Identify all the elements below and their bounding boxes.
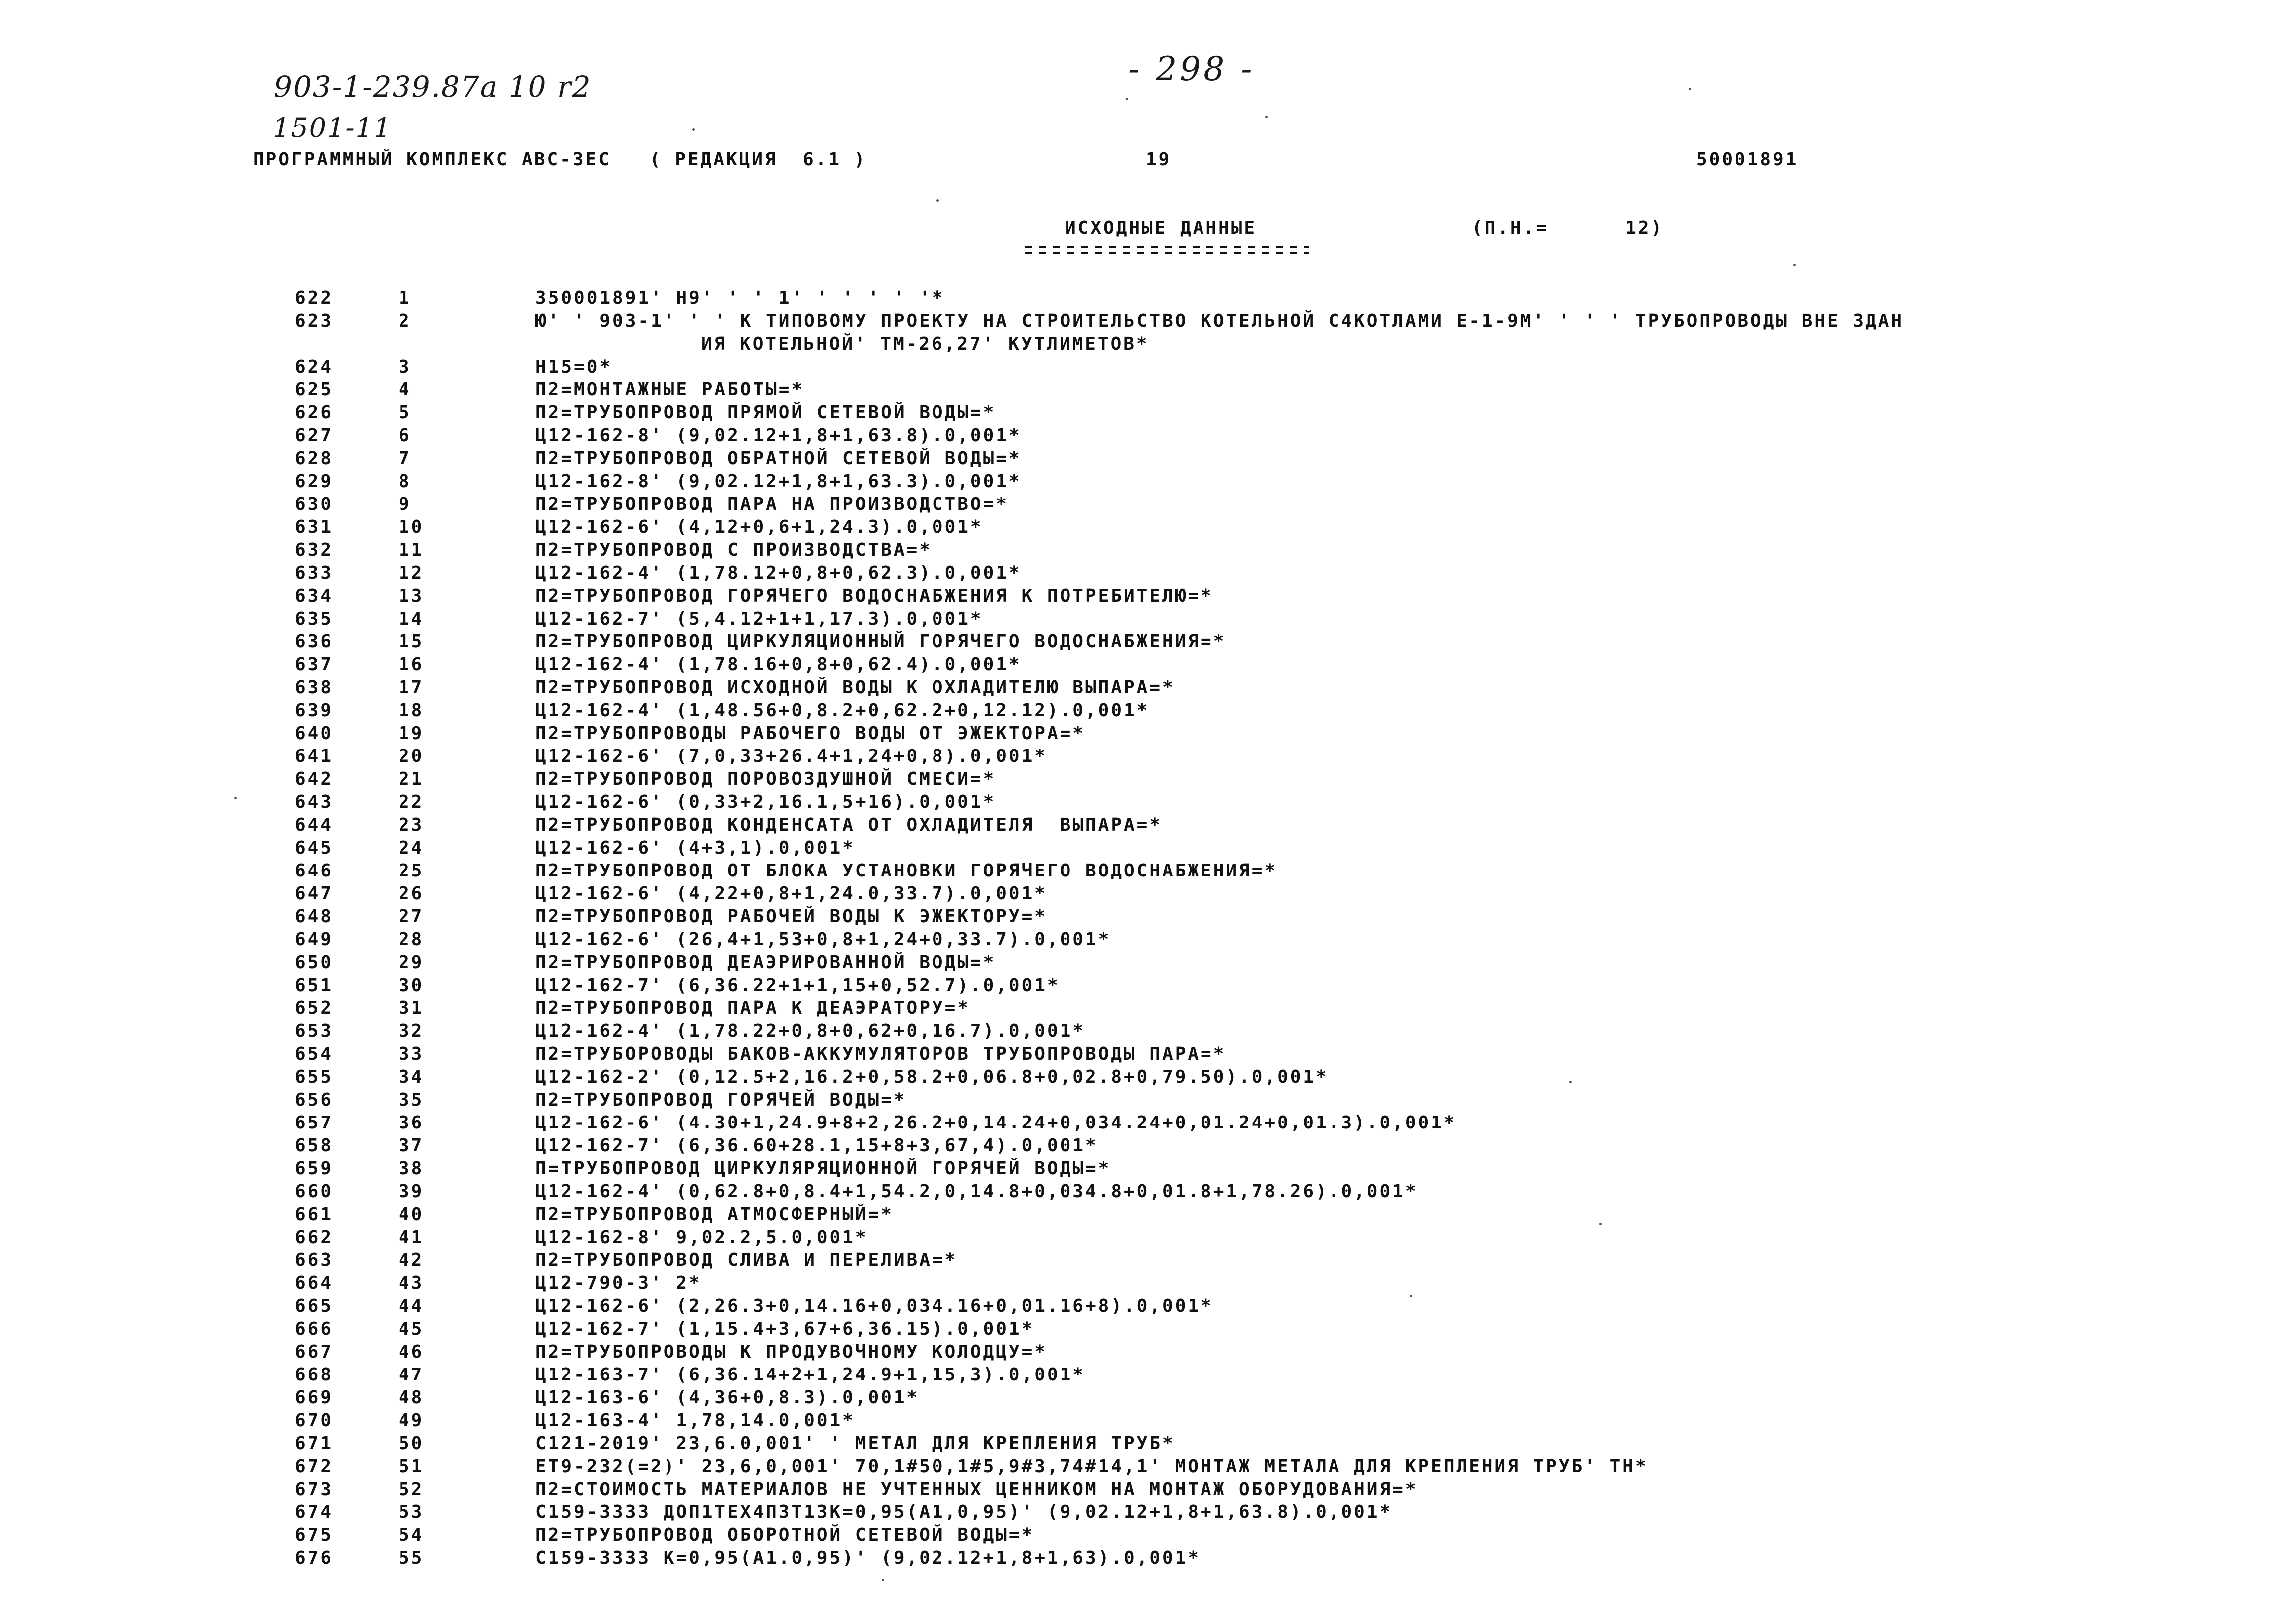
listing-row bbox=[0, 586, 2270, 609]
record-text: Ц12-163-7' (6,36.14+2+1,24.9+1,15,3).0,001* bbox=[535, 1365, 1085, 1385]
sequence-number: 45 bbox=[399, 1319, 424, 1339]
sequence-number: 21 bbox=[399, 769, 424, 789]
record-text: П2=МОНТАЖНЫЕ РАБОТЫ=* bbox=[535, 379, 804, 400]
listing-row bbox=[0, 288, 2270, 311]
sequence-number: 28 bbox=[399, 929, 424, 950]
record-text: Ц12-162-2' (0,12.5+2,16.2+0,58.2+0,06.8+0,02.8+0,79.50).0,001* bbox=[535, 1067, 1329, 1087]
sequence-number: 36 bbox=[399, 1113, 424, 1133]
listing-row bbox=[0, 1113, 2270, 1135]
record-text: Ц12-162-6' (0,33+2,16.1,5+16).0,001* bbox=[535, 792, 996, 812]
line-number: 669 bbox=[295, 1387, 334, 1408]
scan-speck bbox=[692, 128, 695, 131]
sequence-number: 40 bbox=[399, 1204, 424, 1225]
line-number: 654 bbox=[295, 1044, 334, 1064]
listing-row bbox=[0, 769, 2270, 792]
line-number: 652 bbox=[295, 998, 334, 1018]
sequence-number: 8 bbox=[399, 471, 411, 492]
listing-row bbox=[0, 975, 2270, 998]
listing-row bbox=[0, 723, 2270, 746]
record-text: Ц12-162-7' (1,15.4+3,67+6,36.15).0,001* bbox=[535, 1319, 1035, 1339]
scan-speck bbox=[1265, 116, 1268, 118]
sequence-number: 51 bbox=[399, 1456, 424, 1477]
sequence-number: 25 bbox=[399, 861, 424, 881]
sequence-number: 49 bbox=[399, 1410, 424, 1431]
sequence-number: 38 bbox=[399, 1158, 424, 1179]
record-text: С159-3333 К=0,95(А1.0,95)' (9,02.12+1,8+1,63).0,001* bbox=[535, 1548, 1201, 1568]
listing-row bbox=[0, 998, 2270, 1021]
line-number: 646 bbox=[295, 861, 334, 881]
listing-row bbox=[0, 1135, 2270, 1158]
record-text: П2=ТРУБОПРОВОД ОБОРОТНОЙ СЕТЕВОЙ ВОДЫ=* bbox=[535, 1525, 1035, 1545]
record-text: П2=ТРУБОПРОВОД ПОРОВОЗДУШНОЙ СМЕСИ=* bbox=[535, 769, 996, 789]
record-text: П2=ТРУБОПРОВОД АТМОСФЕРНЫЙ=* bbox=[535, 1204, 894, 1225]
line-number: 676 bbox=[295, 1548, 334, 1568]
record-text: Ц12-163-6' (4,36+0,8.3).0,001* bbox=[535, 1387, 920, 1408]
scan-speck bbox=[1569, 1081, 1572, 1083]
record-text: П2=ТРУБОПРОВОД ПАРА К ДЕАЭРАТОРУ=* bbox=[535, 998, 970, 1018]
record-text: Ц12-790-3' 2* bbox=[535, 1273, 702, 1293]
listing-row bbox=[0, 1067, 2270, 1090]
listing-row bbox=[0, 952, 2270, 975]
title-pn-value: (П.Н.= 12) bbox=[1472, 218, 1664, 238]
handwritten-reference: 903-1-239.87a 10 r2 bbox=[274, 70, 592, 104]
line-number: 657 bbox=[295, 1113, 334, 1133]
record-text: П2=ТРУБОПРОВОД ПАРА НА ПРОИЗВОДСТВО=* bbox=[535, 494, 1009, 514]
scan-speck bbox=[1599, 1223, 1602, 1225]
record-text: П2=СТОИМОСТЬ МАТЕРИАЛОВ НЕ УЧТЕННЫХ ЦЕННИКОМ НА МОНТАЖ ОБОРУДОВАНИЯ=* bbox=[535, 1479, 1418, 1499]
record-text: Ц12-162-8' (9,02.12+1,8+1,63.3).0,001* bbox=[535, 471, 1022, 492]
record-text: Ц12-162-4' (1,78.12+0,8+0,62.3).0,001* bbox=[535, 563, 1022, 583]
sequence-number: 15 bbox=[399, 631, 424, 652]
listing-row bbox=[0, 700, 2270, 723]
record-text: П2=ТРУБОПРОВОД ДЕАЭРИРОВАННОЙ ВОДЫ=* bbox=[535, 952, 996, 973]
listing-row bbox=[0, 1021, 2270, 1044]
record-text: Ц12-162-6' (4,12+0,6+1,24.3).0,001* bbox=[535, 517, 983, 537]
listing-row bbox=[0, 1204, 2270, 1227]
record-text: Ц12-162-6' (7,0,33+26.4+1,24+0,8).0,001* bbox=[535, 746, 1047, 766]
line-number: 641 bbox=[295, 746, 334, 766]
sequence-number: 7 bbox=[399, 448, 411, 469]
listing-row bbox=[0, 929, 2270, 952]
listing-row bbox=[0, 631, 2270, 654]
record-text: Ц12-162-7' (6,36.22+1+1,15+0,52.7).0,001* bbox=[535, 975, 1060, 996]
line-number: 662 bbox=[295, 1227, 334, 1248]
sequence-number: 18 bbox=[399, 700, 424, 721]
listing-row bbox=[0, 1181, 2270, 1204]
line-number: 653 bbox=[295, 1021, 334, 1041]
record-text: П2=ТРУБОПРОВОДЫ РАБОЧЕГО ВОДЫ ОТ ЭЖЕКТОРА=* bbox=[535, 723, 1085, 744]
listing-row bbox=[0, 838, 2270, 861]
record-text: П2=ТРУБОПРОВОД ГОРЯЧЕГО ВОДОСНАБЖЕНИЯ К ПОТРЕБИТЕЛЮ=* bbox=[535, 586, 1213, 606]
line-number: 635 bbox=[295, 609, 334, 629]
line-number: 670 bbox=[295, 1410, 334, 1431]
line-number: 645 bbox=[295, 838, 334, 858]
listing-row bbox=[0, 379, 2270, 402]
scan-speck bbox=[1793, 264, 1796, 266]
sequence-number: 47 bbox=[399, 1365, 424, 1385]
sequence-number: 2 bbox=[399, 311, 411, 331]
line-number: 674 bbox=[295, 1502, 334, 1522]
listing-row bbox=[0, 425, 2270, 448]
record-text: П2=ТРУБОРОВОДЫ БАКОВ-АККУМУЛЯТОРОВ ТРУБОПРОВОДЫ ПАРА=* bbox=[535, 1044, 1226, 1064]
listing-row bbox=[0, 1365, 2270, 1387]
page-title: ИСХОДНЫЕ ДАННЫЕ bbox=[1065, 218, 1257, 238]
line-number: 667 bbox=[295, 1342, 334, 1362]
printout-page: 19 bbox=[1146, 149, 1172, 170]
listing-row bbox=[0, 1479, 2270, 1502]
line-number: 633 bbox=[295, 563, 334, 583]
listing-row bbox=[0, 746, 2270, 769]
sequence-number: 37 bbox=[399, 1135, 424, 1156]
listing-row bbox=[0, 654, 2270, 677]
record-text: С121-2019' 23,6.0,001' ' МЕТАЛ ДЛЯ КРЕПЛЕНИЯ ТРУБ* bbox=[535, 1433, 1175, 1454]
listing-row bbox=[0, 357, 2270, 379]
sequence-number: 50 bbox=[399, 1433, 424, 1454]
program-header: ПРОГРАММНЫЙ КОМПЛЕКС АВС-ЗЕС ( РЕДАКЦИЯ 6.1 ) bbox=[253, 149, 867, 170]
record-text: Ц12-162-8' (9,02.12+1,8+1,63.8).0,001* bbox=[535, 425, 1022, 446]
line-number: 666 bbox=[295, 1319, 334, 1339]
listing-row bbox=[0, 1410, 2270, 1433]
listing-row bbox=[0, 792, 2270, 815]
listing-row bbox=[0, 540, 2270, 563]
scan-speck bbox=[882, 1579, 884, 1581]
sequence-number: 19 bbox=[399, 723, 424, 744]
listing-row bbox=[0, 677, 2270, 700]
sequence-number: 34 bbox=[399, 1067, 424, 1087]
record-text: П2=ТРУБОПРОВОД ОТ БЛОКА УСТАНОВКИ ГОРЯЧЕГО ВОДОСНАБЖЕНИЯ=* bbox=[535, 861, 1278, 881]
record-text: 350001891' Н9' ' ' 1' ' ' ' ' '* bbox=[535, 288, 945, 308]
record-text: Ю' ' 903-1' ' ' К ТИПОВОМУ ПРОЕКТУ НА СТРОИТЕЛЬСТВО КОТЕЛЬНОЙ С4КОТЛАМИ Е-1-9М' ' ' ' ТРУБОПРОВОДЫ ВНЕ ЗДАН bbox=[535, 311, 1904, 331]
listing-row bbox=[0, 494, 2270, 517]
listing-row bbox=[0, 563, 2270, 586]
line-number: 629 bbox=[295, 471, 334, 492]
line-number: 650 bbox=[295, 952, 334, 973]
record-text: Н15=0* bbox=[535, 357, 613, 377]
listing-row bbox=[0, 883, 2270, 906]
record-continuation: ИЯ КОТЕЛЬНОЙ' ТМ-26,27' КУТЛИМЕТОВ* bbox=[701, 334, 1149, 354]
sequence-number: 1 bbox=[399, 288, 411, 308]
listing-row bbox=[0, 1387, 2270, 1410]
sequence-number: 5 bbox=[399, 402, 411, 423]
line-number: 628 bbox=[295, 448, 334, 469]
line-number: 649 bbox=[295, 929, 334, 950]
data-listing bbox=[0, 288, 2270, 1571]
line-number: 660 bbox=[295, 1181, 334, 1202]
scan-speck bbox=[1689, 88, 1691, 90]
listing-row bbox=[0, 1250, 2270, 1273]
listing-row bbox=[0, 609, 2270, 631]
record-text: П2=ТРУБОПРОВОД ОБРАТНОЙ СЕТЕВОЙ ВОДЫ=* bbox=[535, 448, 1022, 469]
line-number: 655 bbox=[295, 1067, 334, 1087]
sequence-number: 20 bbox=[399, 746, 424, 766]
record-text: П2=ТРУБОПРОВОД ЦИРКУЛЯЦИОННЫЙ ГОРЯЧЕГО ВОДОСНАБЖЕНИЯ=* bbox=[535, 631, 1226, 652]
record-text: ЕТ9-232(=2)' 23,6,0,001' 70,1#50,1#5,9#3,74#14,1' МОНТАЖ МЕТАЛА ДЛЯ КРЕПЛЕНИЯ ТРУБ' ТН* bbox=[535, 1456, 1648, 1477]
record-text: Ц12-162-7' (6,36.60+28.1,15+8+3,67,4).0,001* bbox=[535, 1135, 1098, 1156]
record-text: П2=ТРУБОПРОВОД РАБОЧЕЙ ВОДЫ К ЭЖЕКТОРУ=* bbox=[535, 906, 1047, 927]
sequence-number: 32 bbox=[399, 1021, 424, 1041]
listing-row bbox=[0, 1090, 2270, 1113]
handwritten-page-number: - 298 - bbox=[1128, 50, 1255, 88]
listing-row bbox=[0, 815, 2270, 838]
listing-row bbox=[0, 448, 2270, 471]
sequence-number: 14 bbox=[399, 609, 424, 629]
line-number: 622 bbox=[295, 288, 334, 308]
record-text: Ц12-163-4' 1,78,14.0,001* bbox=[535, 1410, 855, 1431]
line-number: 640 bbox=[295, 723, 334, 744]
record-text: П=ТРУБОПРОВОД ЦИРКУЛЯРЯЦИОННОЙ ГОРЯЧЕЙ ВОДЫ=* bbox=[535, 1158, 1111, 1179]
line-number: 664 bbox=[295, 1273, 334, 1293]
line-number: 636 bbox=[295, 631, 334, 652]
document-code: 50001891 bbox=[1696, 149, 1799, 170]
sequence-number: 27 bbox=[399, 906, 424, 927]
listing-row bbox=[0, 906, 2270, 929]
record-text: П2=ТРУБОПРОВОДЫ К ПРОДУВОЧНОМУ КОЛОДЦУ=* bbox=[535, 1342, 1047, 1362]
line-number: 627 bbox=[295, 425, 334, 446]
line-number: 659 bbox=[295, 1158, 334, 1179]
sequence-number: 23 bbox=[399, 815, 424, 835]
record-text: Ц12-162-7' (5,4.12+1+1,17.3).0,001* bbox=[535, 609, 983, 629]
listing-row bbox=[0, 1319, 2270, 1342]
record-text: Ц12-162-6' (4,22+0,8+1,24.0,33.7).0,001* bbox=[535, 883, 1047, 904]
record-text: Ц12-162-6' (4+3,1).0,001* bbox=[535, 838, 855, 858]
line-number: 648 bbox=[295, 906, 334, 927]
sequence-number: 41 bbox=[399, 1227, 424, 1248]
listing-row bbox=[0, 1502, 2270, 1525]
record-text: П2=ТРУБОПРОВОД ПРЯМОЙ СЕТЕВОЙ ВОДЫ=* bbox=[535, 402, 996, 423]
listing-row bbox=[0, 1433, 2270, 1456]
record-text: Ц12-162-6' (26,4+1,53+0,8+1,24+0,33.7).0,001* bbox=[535, 929, 1111, 950]
sequence-number: 42 bbox=[399, 1250, 424, 1270]
sequence-number: 44 bbox=[399, 1296, 424, 1316]
sequence-number: 26 bbox=[399, 883, 424, 904]
record-text: Ц12-162-6' (2,26.3+0,14.16+0,034.16+0,01.16+8).0,001* bbox=[535, 1296, 1213, 1316]
listing-row bbox=[0, 1342, 2270, 1365]
line-number: 625 bbox=[295, 379, 334, 400]
sequence-number: 29 bbox=[399, 952, 424, 973]
line-number: 639 bbox=[295, 700, 334, 721]
line-number: 624 bbox=[295, 357, 334, 377]
line-number: 675 bbox=[295, 1525, 334, 1545]
line-number: 643 bbox=[295, 792, 334, 812]
line-number: 668 bbox=[295, 1365, 334, 1385]
listing-row bbox=[0, 311, 2270, 357]
listing-row bbox=[0, 1525, 2270, 1548]
sequence-number: 35 bbox=[399, 1090, 424, 1110]
record-text: Ц12-162-4' (1,78.22+0,8+0,62+0,16.7).0,001* bbox=[535, 1021, 1085, 1041]
sequence-number: 12 bbox=[399, 563, 424, 583]
line-number: 632 bbox=[295, 540, 334, 560]
sequence-number: 52 bbox=[399, 1479, 424, 1499]
line-number: 626 bbox=[295, 402, 334, 423]
sequence-number: 13 bbox=[399, 586, 424, 606]
record-text: П2=ТРУБОПРОВОД СЛИВА И ПЕРЕЛИВА=* bbox=[535, 1250, 958, 1270]
sequence-number: 4 bbox=[399, 379, 411, 400]
scan-speck bbox=[1410, 1295, 1412, 1297]
scan-speck bbox=[936, 199, 939, 202]
listing-row bbox=[0, 1158, 2270, 1181]
sequence-number: 24 bbox=[399, 838, 424, 858]
sequence-number: 10 bbox=[399, 517, 424, 537]
listing-row bbox=[0, 1044, 2270, 1067]
sequence-number: 22 bbox=[399, 792, 424, 812]
sequence-number: 48 bbox=[399, 1387, 424, 1408]
listing-row bbox=[0, 1456, 2270, 1479]
record-text: Ц12-162-6' (4.30+1,24.9+8+2,26.2+0,14.24+0,034.24+0,01.24+0,01.3).0,001* bbox=[535, 1113, 1457, 1133]
scan-speck bbox=[234, 797, 237, 799]
listing-row bbox=[0, 1227, 2270, 1250]
line-number: 658 bbox=[295, 1135, 334, 1156]
record-text: П2=ТРУБОПРОВОД С ПРОИЗВОДСТВА=* bbox=[535, 540, 932, 560]
sequence-number: 54 bbox=[399, 1525, 424, 1545]
title-double-underline bbox=[1025, 246, 1309, 257]
line-number: 663 bbox=[295, 1250, 334, 1270]
line-number: 673 bbox=[295, 1479, 334, 1499]
sequence-number: 39 bbox=[399, 1181, 424, 1202]
sequence-number: 3 bbox=[399, 357, 411, 377]
record-text: Ц12-162-8' 9,02.2,5.0,001* bbox=[535, 1227, 868, 1248]
record-text: Ц12-162-4' (1,48.56+0,8.2+0,62.2+0,12.12).0,001* bbox=[535, 700, 1150, 721]
record-text: Ц12-162-4' (0,62.8+0,8.4+1,54.2,0,14.8+0,034.8+0,01.8+1,78.26).0,001* bbox=[535, 1181, 1418, 1202]
record-text: П2=ТРУБОПРОВОД ИСХОДНОЙ ВОДЫ К ОХЛАДИТЕЛЮ ВЫПАРА=* bbox=[535, 677, 1175, 698]
record-text: С159-3333 ДОП1ТЕХ4П3Т13К=0,95(А1,0,95)' (9,02.12+1,8+1,63.8).0,001* bbox=[535, 1502, 1393, 1522]
line-number: 647 bbox=[295, 883, 334, 904]
line-number: 672 bbox=[295, 1456, 334, 1477]
sequence-number: 16 bbox=[399, 654, 424, 675]
line-number: 642 bbox=[295, 769, 334, 789]
line-number: 671 bbox=[295, 1433, 334, 1454]
scan-speck bbox=[1126, 98, 1128, 100]
handwritten-subreference: 1501-11 bbox=[273, 112, 392, 143]
sequence-number: 53 bbox=[399, 1502, 424, 1522]
sequence-number: 11 bbox=[399, 540, 424, 560]
listing-row bbox=[0, 517, 2270, 540]
sequence-number: 17 bbox=[399, 677, 424, 698]
record-text: Ц12-162-4' (1,78.16+0,8+0,62.4).0,001* bbox=[535, 654, 1022, 675]
line-number: 656 bbox=[295, 1090, 334, 1110]
line-number: 630 bbox=[295, 494, 334, 514]
line-number: 623 bbox=[295, 311, 334, 331]
sequence-number: 31 bbox=[399, 998, 424, 1018]
line-number: 637 bbox=[295, 654, 334, 675]
record-text: П2=ТРУБОПРОВОД КОНДЕНСАТА ОТ ОХЛАДИТЕЛЯ ВЫПАРА=* bbox=[535, 815, 1163, 835]
line-number: 638 bbox=[295, 677, 334, 698]
listing-row bbox=[0, 1548, 2270, 1571]
sequence-number: 55 bbox=[399, 1548, 424, 1568]
sequence-number: 33 bbox=[399, 1044, 424, 1064]
line-number: 634 bbox=[295, 586, 334, 606]
line-number: 661 bbox=[295, 1204, 334, 1225]
listing-row bbox=[0, 471, 2270, 494]
listing-row bbox=[0, 1273, 2270, 1296]
line-number: 665 bbox=[295, 1296, 334, 1316]
line-number: 651 bbox=[295, 975, 334, 996]
listing-row bbox=[0, 402, 2270, 425]
record-text: П2=ТРУБОПРОВОД ГОРЯЧЕЙ ВОДЫ=* bbox=[535, 1090, 907, 1110]
sequence-number: 30 bbox=[399, 975, 424, 996]
line-number: 644 bbox=[295, 815, 334, 835]
line-number: 631 bbox=[295, 517, 334, 537]
listing-row bbox=[0, 1296, 2270, 1319]
sequence-number: 46 bbox=[399, 1342, 424, 1362]
sequence-number: 9 bbox=[399, 494, 411, 514]
sequence-number: 43 bbox=[399, 1273, 424, 1293]
listing-row bbox=[0, 861, 2270, 883]
sequence-number: 6 bbox=[399, 425, 411, 446]
